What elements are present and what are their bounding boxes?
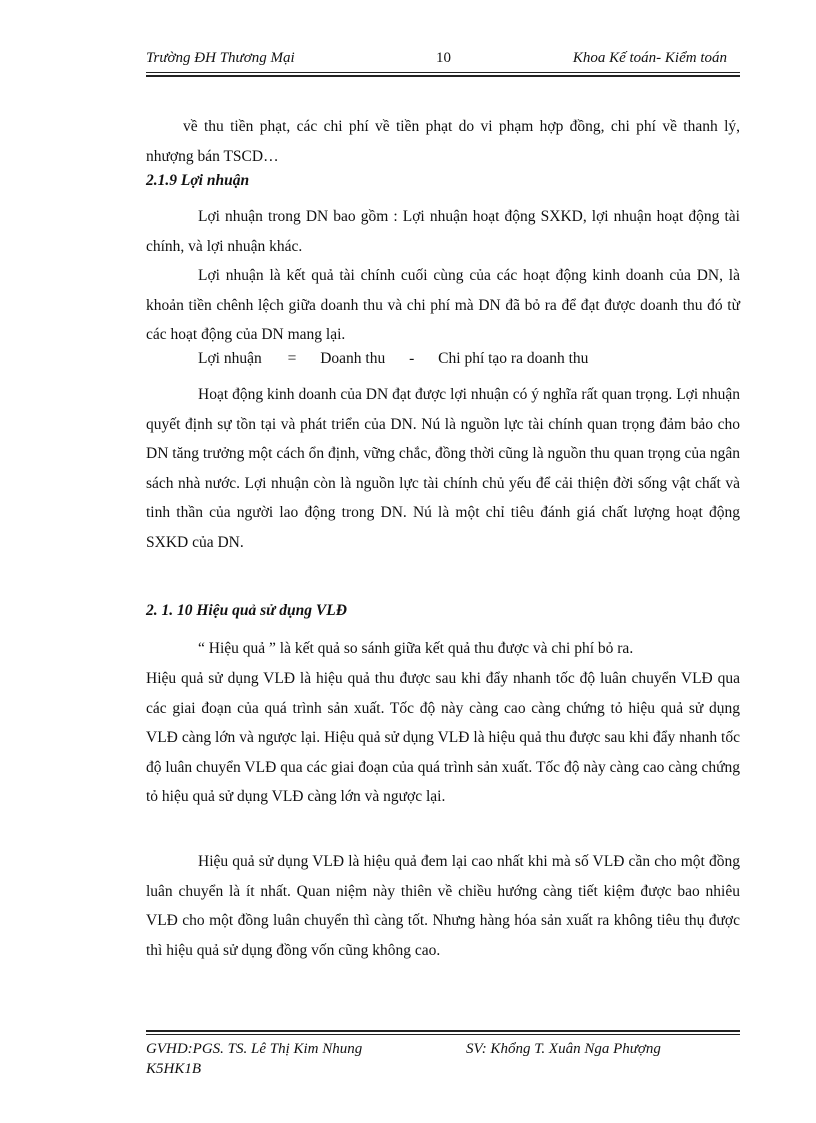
header-school: Trường ĐH Thương Mại (146, 50, 295, 66)
paragraph-4: Hoạt động kinh doanh của DN đạt được lợi nhuận có ý nghĩa rất quan trọng. Lợi nhuận quyết định sự tồn tại và phát triển của DN. Nú là nguồn lực tài chính quan trọng đảm bảo cho DN tăng trưởng một cách ổn định, vững chắc, đồng thời cũng là nguồn thu quan trọng của ngân sách nhà nước. Lợi nhuận còn là nguồn lực tài chính chủ yếu để cải thiện đời sống vật chất và tinh thần của người lao động trong DN. Nú là một chỉ tiêu đánh giá chất lượng hoạt động SXKD của DN. (146, 386, 740, 551)
page-header (146, 50, 740, 70)
header-rule-thin (146, 75, 740, 77)
paragraph-5: “ Hiệu quả ” là kết quả so sánh giữa kết quả thu được và chi phí bỏ ra. (198, 640, 634, 657)
profit-formula (198, 350, 588, 368)
formula-revenue: Doanh thu (320, 350, 386, 367)
section-heading-2-1-10: 2. 1. 10 Hiệu quả sử dụng VLĐ (146, 602, 347, 619)
paragraph-1: về thu tiền phạt, các chi phí về tiền phạt do vi phạm hợp đồng, chi phí về thanh lý, nhượng bán TSCD… (146, 118, 740, 165)
section-heading-2-1-9: 2.1.9 Lợi nhuận (146, 172, 250, 189)
formula-minus: - (409, 350, 415, 367)
page-number: 10 (436, 50, 451, 66)
footer-rule-thin (146, 1034, 740, 1035)
paragraph-3: Lợi nhuận là kết quả tài chính cuối cùng của các hoạt động kinh doanh của DN, là khoản tiền chênh lệch giữa doanh thu và chi phí mà DN đã bỏ ra để đạt được doanh thu đó từ các hoạt động của DN mang lại. (146, 267, 740, 343)
footer-rule-thick (146, 1030, 740, 1032)
formula-cost: Chi phí tạo ra doanh thu (438, 350, 589, 367)
paragraph-6: Hiệu quả sử dụng VLĐ là hiệu quả thu được sau khi đẩy nhanh tốc độ luân chuyển VLĐ qua các giai đoạn của quá trình sản xuất. Tốc độ này càng cao càng chứng tỏ hiệu quả sử dụng VLĐ càng lớn và ngược lại. Hiệu quả sử dụng VLĐ là hiệu quả thu được sau khi đẩy nhanh tốc độ luân chuyển VLĐ qua các giai đoạn của quá trình sản xuất. Tốc độ này càng cao càng chứng tỏ hiệu quả sử dụng VLĐ càng lớn và ngược lại. (146, 670, 740, 805)
formula-lhs: Lợi nhuận (198, 350, 262, 367)
formula-equals: = (287, 350, 297, 367)
paragraph-7: Hiệu quả sử dụng VLĐ là hiệu quả đem lại cao nhất khi mà số VLĐ cần cho một đồng luân chuyển là ít nhất. Quan niệm này thiên về chiều hướng càng tiết kiệm được bao nhiêu VLĐ cho một đồng luân chuyển thì càng tốt. Nhưng hàng hóa sản xuất ra không tiêu thụ được thì hiệu quả sử dụng đồng vốn cũng không cao. (146, 853, 740, 959)
footer-student: SV: Khổng T. Xuân Nga Phượng (466, 1041, 661, 1057)
header-department: Khoa Kế toán- Kiểm toán (572, 50, 727, 66)
footer-class: K5HK1B (146, 1061, 202, 1077)
header-rule-thick (146, 72, 740, 73)
paragraph-2: Lợi nhuận trong DN bao gồm : Lợi nhuận hoạt động SXKD, lợi nhuận hoạt động tài chính, và lợi nhuận khác. (146, 208, 740, 255)
footer-advisor: GVHD:PGS. TS. Lê Thị Kim Nhung (146, 1041, 363, 1057)
